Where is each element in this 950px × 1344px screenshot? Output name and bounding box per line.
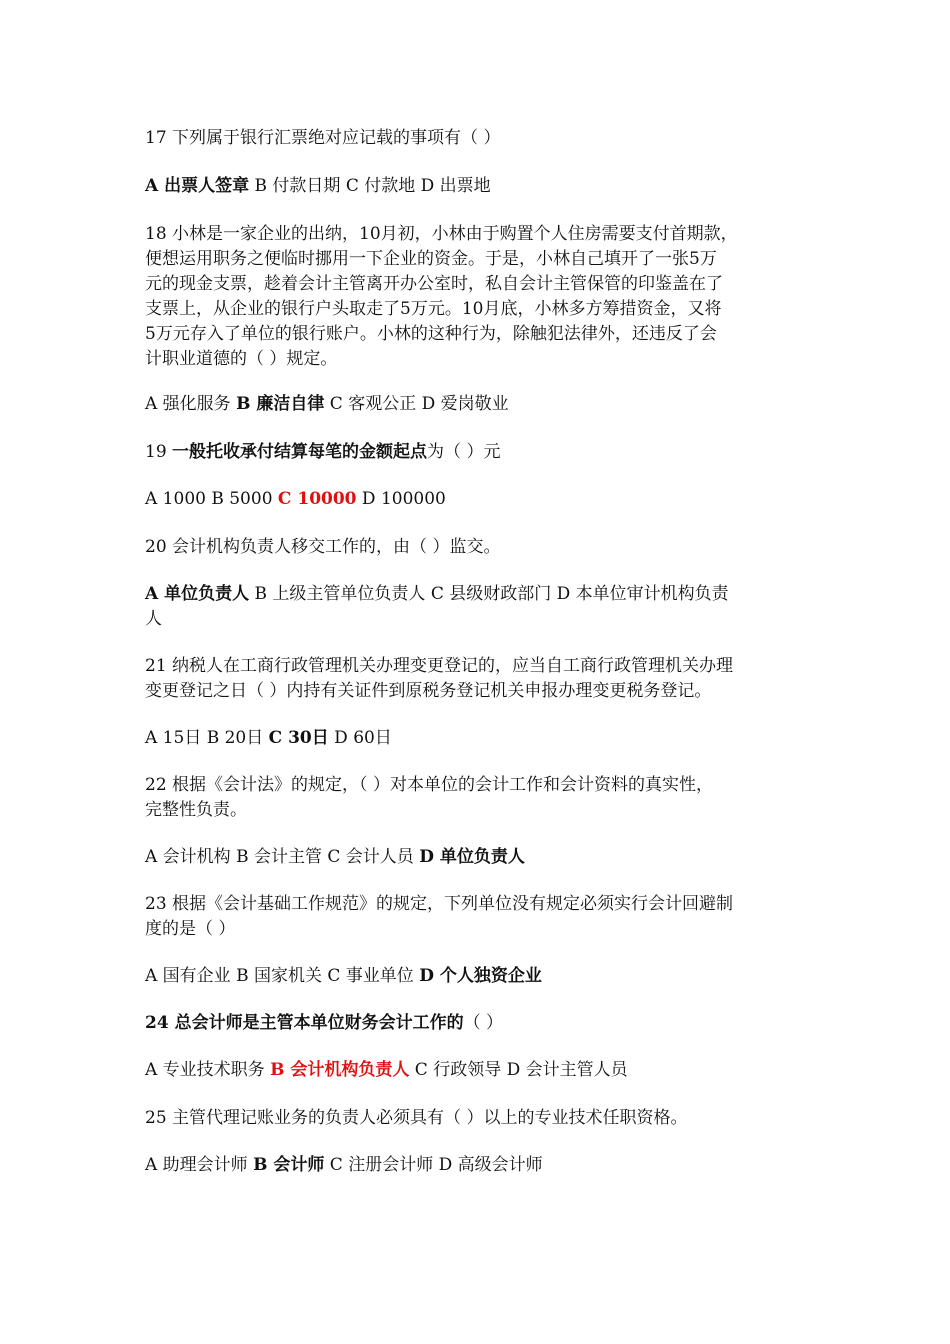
text-segment: 22 根据《会计法》的规定，（ ）对本单位的会计工作和会计资料的真实性，: [145, 775, 713, 795]
highlighted-answer-text: A 单位负责人: [145, 584, 250, 604]
text-segment: A 1000 B 5000: [145, 489, 278, 509]
text-segment: A 强化服务: [145, 394, 237, 414]
question-text-line: [145, 322, 815, 347]
text-segment: 20 会计机构负责人移交工作的，由（ ）监交。: [145, 537, 501, 557]
text-segment: 计职业道德的（ ）规定。: [145, 349, 338, 369]
highlighted-answer-text: A 出票人签章: [145, 176, 250, 196]
text-segment: 19: [145, 442, 173, 462]
answer-options-line: [145, 487, 815, 512]
text-segment: 人: [145, 609, 162, 629]
question-text-line: [145, 247, 815, 272]
text-segment: A 助理会计师: [145, 1155, 254, 1175]
text-segment: 便想运用职务之便临时挪用一下企业的资金。于是，小林自己填开了一张5万: [145, 249, 717, 269]
text-segment: 支票上，从企业的银行户头取走了5万元。10月底，小林多方筹措资金，又将: [145, 299, 722, 319]
answer-options-line: [145, 845, 815, 870]
question-text-line: [145, 440, 815, 465]
answer-options-line: [145, 582, 815, 607]
highlighted-answer-text: 一般托收承付结算每笔的金额起点: [172, 442, 428, 462]
highlighted-answer-text: 24 总会计师是主管本单位财务会计工作的: [145, 1013, 464, 1033]
text-segment: 元的现金支票，趁着会计主管离开办公室时，私自会计主管保管的印鉴盖在了: [145, 274, 723, 294]
question-text-line: [145, 798, 815, 823]
text-segment: B 上级主管单位负责人 C 县级财政部门 D 本单位审计机构负责: [249, 584, 729, 604]
question-text-line: [145, 654, 815, 679]
text-segment: C 注册会计师 D 高级会计师: [324, 1155, 543, 1175]
answer-options-line: [145, 1153, 815, 1178]
answer-options-line: [145, 726, 815, 751]
answer-options-line: [145, 607, 815, 632]
text-segment: D 100000: [356, 489, 446, 509]
text-segment: C 客观公正 D 爱岗敬业: [324, 394, 509, 414]
text-segment: A 15日 B 20日: [145, 728, 269, 748]
highlighted-answer-text: C 30日: [268, 728, 329, 748]
question-text-line: [145, 222, 815, 247]
text-segment: （ ）: [463, 1013, 503, 1033]
text-segment: 25 主管代理记账业务的负责人必须具有（ ）以上的专业技术任职资格。: [145, 1108, 688, 1128]
answer-options-line: [145, 1058, 815, 1083]
answer-options-line: [145, 174, 815, 199]
text-segment: 完整性负责。: [145, 800, 247, 820]
text-segment: 为（ ）元: [427, 442, 501, 462]
question-text-line: [145, 1011, 815, 1036]
text-segment: 18 小林是一家企业的出纳，10月初，小林由于购置个人住房需要支付首期款，: [145, 224, 738, 244]
highlighted-answer-text: B 会计机构负责人: [270, 1060, 410, 1080]
question-text-line: [145, 297, 815, 322]
text-segment: A 专业技术职务: [145, 1060, 271, 1080]
highlighted-answer-text: D 单位负责人: [419, 847, 525, 867]
question-text-line: [145, 126, 815, 151]
text-segment: C 行政领导 D 会计主管人员: [409, 1060, 628, 1080]
text-segment: 21 纳税人在工商行政管理机关办理变更登记的，应当自工商行政管理机关办理: [145, 656, 734, 676]
highlighted-answer-text: C 10000: [277, 489, 357, 509]
text-segment: 23 根据《会计基础工作规范》的规定，下列单位没有规定必须实行会计回避制: [145, 894, 734, 914]
highlighted-answer-text: D 个人独资企业: [419, 966, 542, 986]
question-text-line: [145, 917, 815, 942]
question-text-line: [145, 272, 815, 297]
text-segment: D 60日: [328, 728, 392, 748]
text-segment: 17 下列属于银行汇票绝对应记载的事项有（ ）: [145, 128, 501, 148]
answer-options-line: [145, 392, 815, 417]
question-text-line: [145, 535, 815, 560]
question-text-line: [145, 773, 815, 798]
text-segment: 变更登记之日（ ）内持有关证件到原税务登记机关申报办理变更税务登记。: [145, 681, 712, 701]
question-text-line: [145, 1106, 815, 1131]
text-segment: A 会计机构 B 会计主管 C 会计人员: [145, 847, 420, 867]
text-segment: B 付款日期 C 付款地 D 出票地: [249, 176, 491, 196]
question-text-line: [145, 892, 815, 917]
question-text-line: [145, 679, 815, 704]
highlighted-answer-text: B 会计师: [253, 1155, 325, 1175]
answer-options-line: [145, 964, 815, 989]
text-segment: 度的是（ ）: [145, 919, 236, 939]
highlighted-answer-text: B 廉洁自律: [236, 394, 325, 414]
text-segment: 5万元存入了单位的银行账户。小林的这种行为，除触犯法律外，还违反了会: [145, 324, 717, 344]
text-segment: A 国有企业 B 国家机关 C 事业单位: [145, 966, 420, 986]
question-text-line: [145, 347, 815, 372]
